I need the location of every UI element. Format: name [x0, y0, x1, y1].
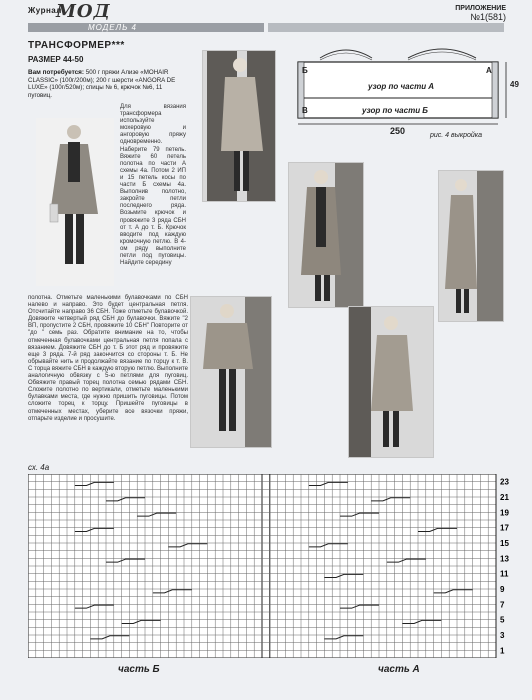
- scheme-row-number: 3: [500, 631, 505, 640]
- scheme-label: сх. 4а: [28, 463, 50, 472]
- photo-model-6: [348, 306, 434, 458]
- magazine-prefix: Журнал: [28, 6, 62, 15]
- scheme-row-number: 21: [500, 493, 509, 502]
- materials-text: 500 г пряжи Ализе «MOHAIR CLASSIC» (100г/200м); 200 г шерсти «ANGORA DE LUXE» (100г/520м); спицы № 6, крючок №6, 11 пуговиц.: [28, 69, 176, 99]
- photo-model-4: [438, 170, 504, 322]
- knitting-scheme: [28, 474, 516, 658]
- instructions-intro: Для вязания трансформера используйте мохеровую и ангоровую пряжу одновременно. Наберите 79 петель. Вяжите 60 петель полотна по части А схемы 4а. Потом 2 ИП и 15 петель косы по части Б схемы 4а. Выполнив полотно, закройте петли последнего ряда. Возьмите крючок и провяжите 3 ряда СБН от т. А до т. Б. Крючок вводите под каждую кромочную петлю. В 4-ом ряду выполните петли под пуговицы. Найдите середину: [120, 104, 186, 267]
- supplement-label: ПРИЛОЖЕНИЕ: [455, 5, 506, 12]
- issue-number: №1(581): [470, 12, 506, 22]
- model-size: РАЗМЕР 44-50: [28, 55, 84, 64]
- model-title: ТРАНСФОРМЕР***: [28, 40, 125, 51]
- scheme-row-number: 23: [500, 477, 509, 487]
- model-figure-6: [349, 307, 433, 457]
- photo-model-2: [202, 50, 276, 202]
- scheme-grid: [28, 474, 516, 658]
- scheme-row-number: 1: [500, 646, 505, 656]
- materials-label: Вам потребуется:: [28, 69, 85, 76]
- photo-model-3: [288, 162, 364, 308]
- photo-model-1: [36, 118, 114, 286]
- pattern-caption: рис. 4 выкройка: [430, 132, 483, 139]
- model-figure-2: [203, 51, 275, 201]
- pattern-point-A: А: [486, 66, 492, 75]
- instructions-main: полотна. Отметьте маленькими булавочками по СБН налево и направо. Это будет центральная петля. Отсчитайте направо 36 СБН. Тоже отметьте булавочкой. Довяжите четвертый ряд СБН до булавочки. Вяжите "2 ВП, пропустите 2 СБН, провяжите 10 СБН" Повторите от "до " семь раз. Обратите внимание на то, чтобы отмеченная булавочками центральная петля попала с вязанием. Довяжите СБН до т. Б этот ряд и провяжите еще 3 ряда. 7-й ряд закончится со стороны т. Б. Не обрывайте нить и продолжайте вязание по торцу к т. В. С торца вяжите СБН в каждую вторую петлю. Выполните аналогичную обвязку с 5-ю петлями для пуговиц. Обвяжите правый торец полотна семью рядами СБН. Сложите полотно по вертикали, отметьте маленькими булавками места, где нужно пришить пуговицы. Потом сложите торец к торцу. Пришейте пуговицы в отмеченных местах, уберите все вязочки пряжи, отпарьте изделие и просушите.: [28, 295, 188, 422]
- materials: [28, 69, 188, 99]
- model-figure-1: [36, 118, 114, 286]
- scheme-row-number: 5: [500, 615, 505, 625]
- scheme-row-number: 17: [500, 523, 509, 533]
- scheme-row-number: 7: [500, 600, 505, 610]
- pattern-point-V: В: [302, 106, 308, 115]
- scheme-row-number: 11: [500, 569, 509, 579]
- model-figure-3: [289, 163, 363, 307]
- pattern-row-B: узор по части Б: [362, 106, 428, 115]
- section-band-right: [268, 23, 504, 32]
- model-figure-4: [439, 171, 503, 321]
- pattern-point-B: Б: [302, 66, 308, 75]
- magazine-logo: МОД: [56, 1, 111, 22]
- scheme-row-number: 19: [500, 508, 509, 518]
- model-figure-5: [191, 297, 271, 447]
- scheme-part-A: часть А: [378, 664, 420, 675]
- pattern-height: 49: [510, 80, 519, 89]
- pattern-width: 250: [390, 126, 406, 136]
- scheme-part-B: часть Б: [118, 664, 160, 675]
- scheme-row-number: 15: [500, 539, 509, 548]
- scheme-row-number: 9: [500, 585, 505, 594]
- section-label: МОДЕЛЬ 4: [88, 23, 137, 32]
- pattern-row-A: узор по части А: [368, 82, 435, 91]
- section-band: [28, 23, 264, 32]
- scheme-row-number: 13: [500, 554, 509, 564]
- photo-model-5: [190, 296, 272, 448]
